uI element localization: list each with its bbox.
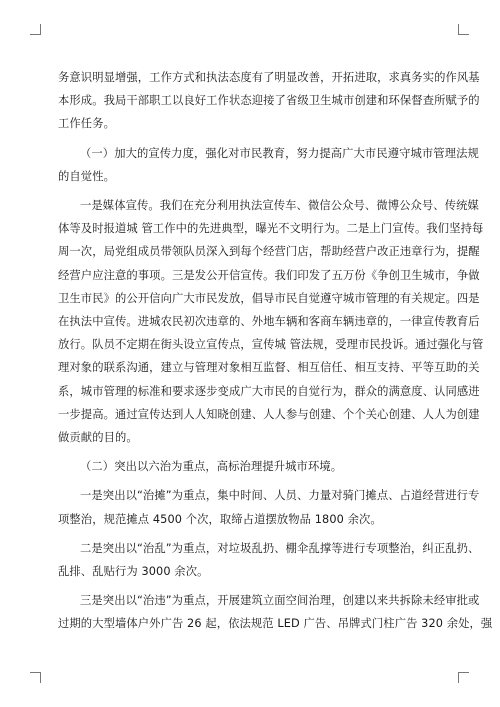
text-line: 一是媒体宣传。我们在充分利用执法宣传车、微信公众号、微博公众号、传统媒 (80, 199, 479, 213)
text-line: 体等及时报道城 管工作中的先进典型，曝光不文明行为。二是上门宣传。我们坚持每 (58, 222, 484, 236)
text-line: 工作任务。 (58, 117, 115, 131)
text-line: 一是突出以“治摊”为重点，集中时间、人员、力量对骑门摊点、占道经营进行专 (80, 489, 480, 503)
text-line: 的自觉性。 (58, 169, 115, 183)
crop-mark-top-left (30, 24, 41, 35)
text-line: 项整治，规范摊点 4500 个次，取缔占道摆放物品 1800 余次。 (58, 512, 382, 526)
paragraph-violation-governance (58, 589, 493, 635)
text-line: 过期的大型墙体户外广告 26 起，依法规范 LED 广告、吊牌式门柱广告 320 余处，强 (58, 617, 493, 631)
crop-mark-bottom-right (458, 672, 469, 683)
text-line: 系，城市管理的标准和要求逐步变成广大市民的自觉行为，群众的满意度、认同感进 (58, 384, 480, 398)
text-line: 一步提高。通过宣传达到人人知晓创建、人人参与创建、个个关心创建、人人为创建 (58, 407, 480, 421)
text-line: 放行。队员不定期在街头设立宣传点，宣传城 管法规，受理市民投诉。通过强化与管 (58, 338, 484, 352)
text-line: 本形成。我局干部职工以良好工作状态迎接了省级卫生城市创建和环保督查所赋予的 (58, 94, 480, 108)
paragraph-publicity (58, 194, 484, 449)
text-line: 做贡献的目的。 (58, 431, 138, 445)
text-line: 在执法中宣传。进城农民初次违章的、外地车辆和客商车辆违章的，一律宣传教育后 (58, 315, 480, 329)
text-line: 乱排、乱贴行为 3000 余次。 (58, 565, 209, 579)
document-body (58, 66, 493, 636)
crop-mark-bottom-left (30, 672, 41, 683)
crop-mark-top-right (458, 24, 469, 35)
paragraph-stall-governance (58, 484, 480, 530)
text-line: 卫生市民》的公开信向广大市民发放，倡导市民自觉遵守城市管理的有关规定。四是 (58, 291, 480, 305)
paragraph-work-style (58, 66, 480, 136)
text-line: 经营户应注意的事项。三是发公开信宣传。我们印发了五万份《争创卫生城市，争做 (58, 268, 480, 282)
text-line: 三是突出以“治违”为重点，开展建筑立面空间治理，创建以来共拆除未经审批或 (80, 594, 480, 608)
text-line: 二是突出以“治乱”为重点，对垃圾乱扔、棚伞乱撑等进行专项整治，纠正乱扔、 (80, 541, 480, 555)
text-line: （二）突出以六治为重点，高标治理提升城市环境。 (80, 460, 343, 474)
heading-section-2 (58, 455, 446, 478)
paragraph-disorder-governance (58, 537, 480, 583)
heading-section-1 (58, 142, 479, 188)
text-line: 务意识明显增强，工作方式和执法态度有了明显改善，开拓进取，求真务实的作风基 (58, 71, 480, 84)
text-line: 理对象的联系沟通，建立与管理对象相互监督、相互信任、相互支持、平等互助的关 (58, 361, 480, 375)
text-line: （一）加大的宣传力度，强化对市民教育，努力提高广大市民遵守城市管理法规 (80, 146, 479, 160)
text-line: 周一次，局党组成员带领队员深入到每个经营门店，帮助经营户改正违章行为，提醒 (58, 245, 480, 259)
